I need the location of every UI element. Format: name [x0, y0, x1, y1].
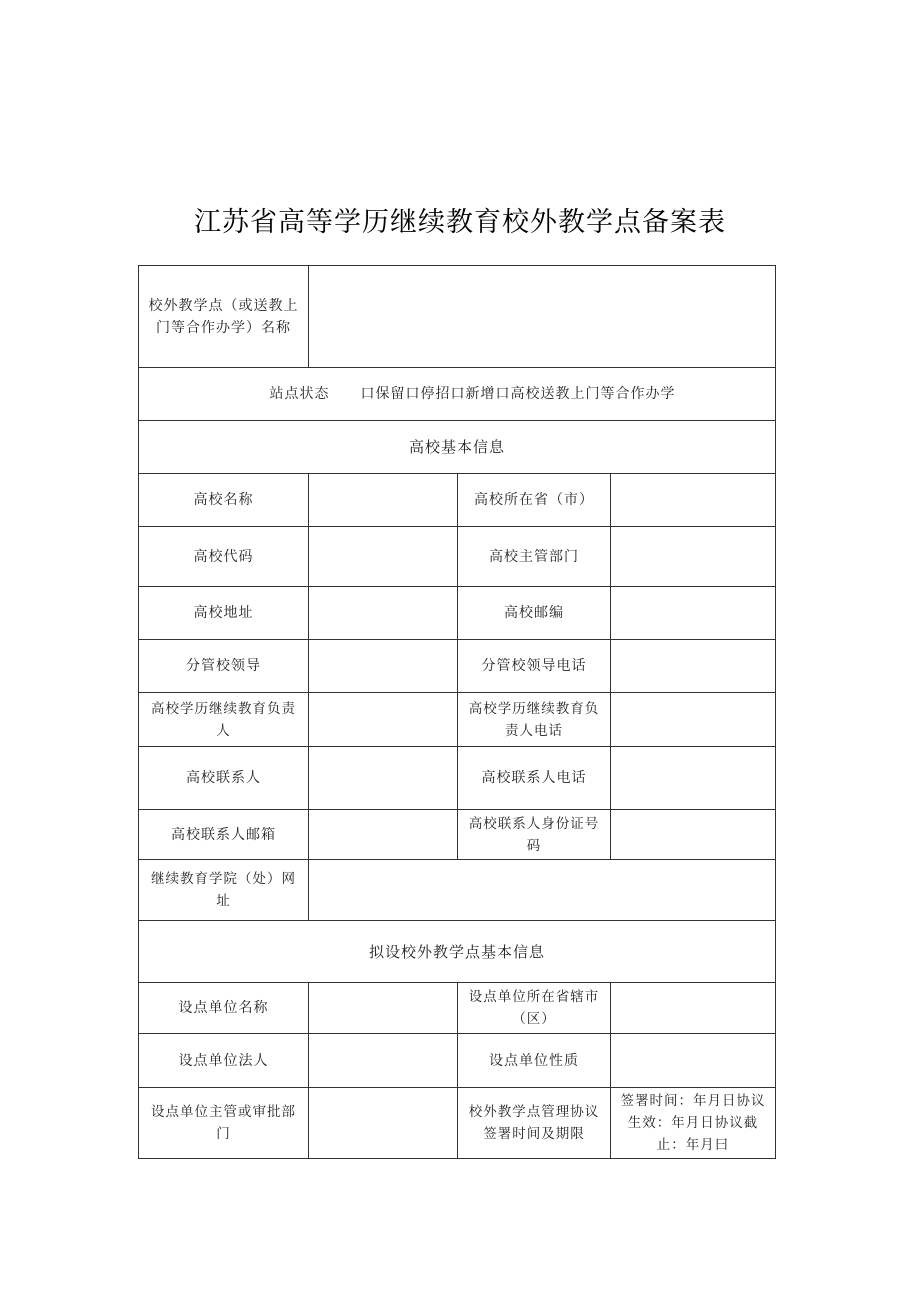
- ce-head-label: 高校学历继续教育负责人: [139, 693, 309, 747]
- site-name-field[interactable]: [309, 266, 776, 368]
- ce-website-label: 继续教育学院（处）网址: [139, 860, 309, 921]
- site-status-label: 站点状态: [269, 386, 330, 402]
- table-row: [139, 1088, 776, 1159]
- university-address-field[interactable]: [309, 587, 458, 640]
- unit-authority-field[interactable]: [309, 1088, 458, 1159]
- table-row: [139, 527, 776, 587]
- university-postcode-field[interactable]: [611, 587, 776, 640]
- unit-legal-field[interactable]: [309, 1034, 458, 1088]
- leader-phone-field[interactable]: [611, 640, 776, 693]
- table-row: [139, 368, 776, 421]
- table-row: [139, 266, 776, 368]
- contact-email-label: 高校联系人邮箱: [139, 810, 309, 860]
- leader-phone-label: 分管校领导电话: [458, 640, 611, 693]
- page-title: 江苏省高等学历继续教育校外教学点备案表: [194, 207, 726, 238]
- table-row: [139, 1034, 776, 1088]
- university-name-field[interactable]: [309, 474, 458, 527]
- university-section-header: 高校基本信息: [139, 421, 776, 474]
- table-row: [139, 640, 776, 693]
- agreement-value[interactable]: 签署时间：年月日协议生效：年月日协议截止：年月曰: [611, 1088, 776, 1159]
- table-row: [139, 421, 776, 474]
- contact-field[interactable]: [309, 747, 458, 810]
- table-row: [139, 983, 776, 1034]
- unit-nature-field[interactable]: [611, 1034, 776, 1088]
- registration-form-table: [138, 265, 776, 1159]
- contact-id-label: 高校联系人身份证号码: [458, 810, 611, 860]
- unit-city-field[interactable]: [611, 983, 776, 1034]
- university-name-label: 高校名称: [139, 474, 309, 527]
- site-status-options[interactable]: 口保留口停招口新增口高校送教上门等合作办学: [360, 386, 676, 402]
- table-row: [139, 474, 776, 527]
- table-row: [139, 860, 776, 921]
- leader-field[interactable]: [309, 640, 458, 693]
- university-province-field[interactable]: [611, 474, 776, 527]
- contact-id-field[interactable]: [611, 810, 776, 860]
- contact-label: 高校联系人: [139, 747, 309, 810]
- university-postcode-label: 高校邮编: [458, 587, 611, 640]
- ce-website-field[interactable]: [309, 860, 776, 921]
- unit-authority-label: 设点单位主管或审批部门: [139, 1088, 309, 1159]
- contact-email-field[interactable]: [309, 810, 458, 860]
- unit-name-field[interactable]: [309, 983, 458, 1034]
- university-province-label: 高校所在省（市）: [458, 474, 611, 527]
- university-authority-field[interactable]: [611, 527, 776, 587]
- site-name-label: 校外教学点（或送教上门等合作办学）名称: [139, 266, 309, 368]
- site-section-header: 拟设校外教学点基本信息: [139, 921, 776, 983]
- unit-city-label: 设点单位所在省辖市（区）: [458, 983, 611, 1034]
- leader-label: 分管校领导: [139, 640, 309, 693]
- table-row: [139, 693, 776, 747]
- university-authority-label: 高校主管部门: [458, 527, 611, 587]
- table-row: [139, 921, 776, 983]
- contact-phone-field[interactable]: [611, 747, 776, 810]
- site-status-row: [139, 368, 776, 421]
- unit-legal-label: 设点单位法人: [139, 1034, 309, 1088]
- agreement-label: 校外教学点管理协议签署时间及期限: [458, 1088, 611, 1159]
- table-row: [139, 747, 776, 810]
- unit-name-label: 设点单位名称: [139, 983, 309, 1034]
- contact-phone-label: 高校联系人电话: [458, 747, 611, 810]
- table-row: [139, 810, 776, 860]
- university-code-label: 高校代码: [139, 527, 309, 587]
- unit-nature-label: 设点单位性质: [458, 1034, 611, 1088]
- table-row: [139, 587, 776, 640]
- ce-head-field[interactable]: [309, 693, 458, 747]
- ce-head-phone-label: 高校学历继续教育负责人电话: [458, 693, 611, 747]
- university-code-field[interactable]: [309, 527, 458, 587]
- university-address-label: 高校地址: [139, 587, 309, 640]
- ce-head-phone-field[interactable]: [611, 693, 776, 747]
